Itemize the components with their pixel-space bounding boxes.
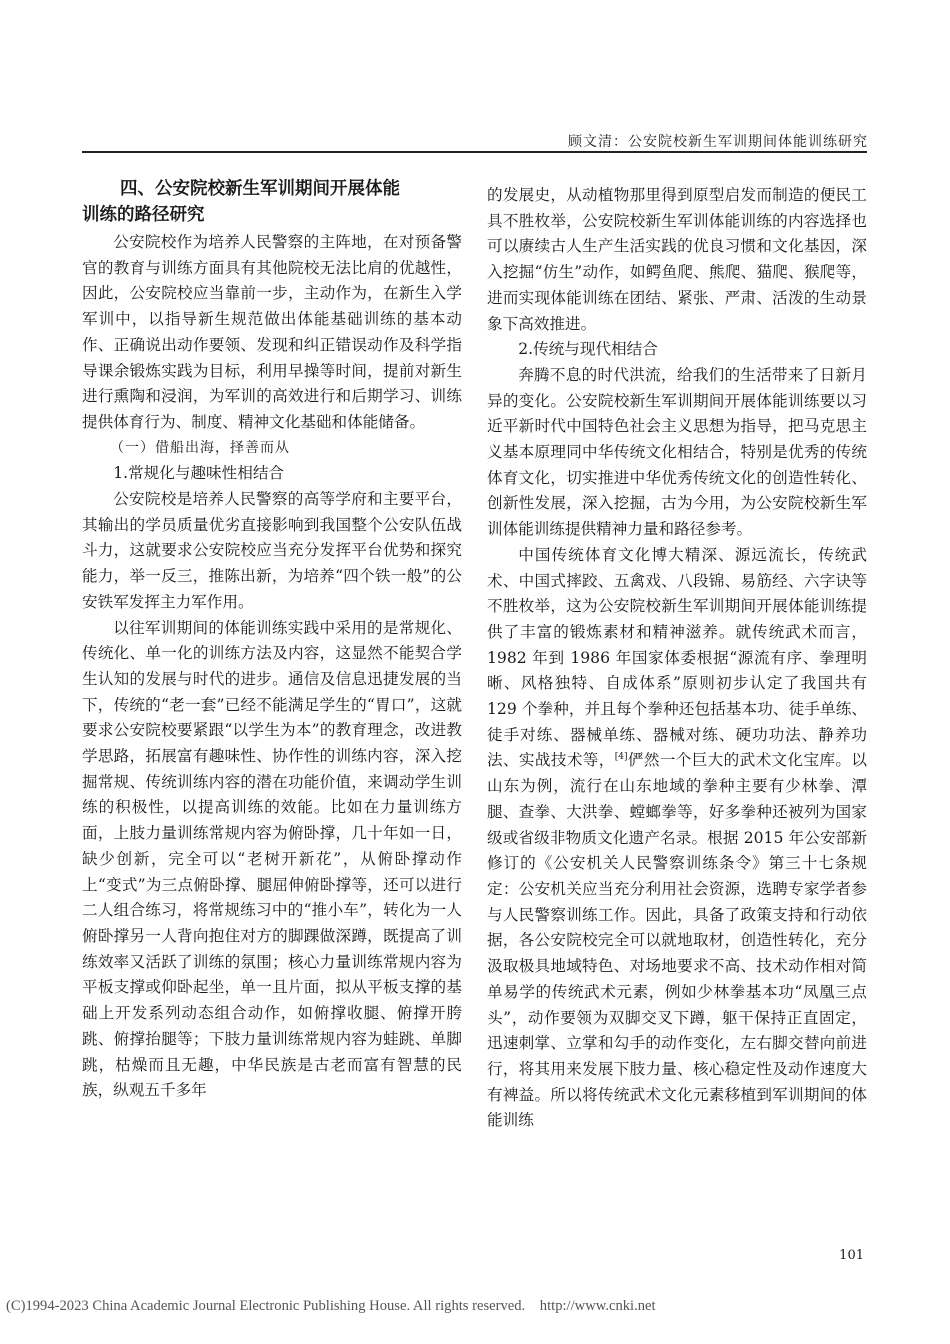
paragraph: 以往军训期间的体能训练实践中采用的是常规化、传统化、单一化的训练方法及内容，这显然不能契合学生认知的发展与时代的进步。通信及信息迅捷发展的当下，传统的“老一套”已经不能满足学生的“胃口”，这就要求公安院校要紧跟“以学生为本”的教育理念，改进教学思路，拓展富有趣味性、协作性的训练内容，深入挖掘常规、传统训练内容的潜在功能价值，来调动学生训练的积极性，以提高训练的效能。比如在力量训练方面，上肢力量训练常规内容为俯卧撑，几十年如一日，缺少创新，完全可以“老树开新花”，从俯卧撑动作上“变式”为三点俯卧撑、腿屈伸俯卧撑等，还可以进行二人组合练习，将常规练习中的“推小车”，转化为一人俯卧撑另一人背向抱住对方的脚踝做深蹲，既提高了训练效率又活跃了训练的氛围；核心力量训练常规内容为平板支撑或仰卧起坐，单一且片面，拟从平板支撑的基础上开发系列动态组合动作，如俯撑收腿、俯撑开胯跳、俯撑抬腿等；下肢力量训练常规内容为蛙跳、单脚跳，枯燥而且无趣，中华民族是古老而富有智慧的民族，纵观五千多年 xyxy=(82,618,462,1100)
section-title xyxy=(82,172,462,228)
paragraph-text: 中国传统体育文化博大精深、源远流长，传统武术、中国式摔跤、五禽戏、八段锦、易筋经、六字诀等不胜枚举，这为公安院校新生军训期间开展体能训练提供了丰富的锻炼素材和精神滋养。就传统武术而言，1982 年到 1986 年国家体委根据“源流有序、拳理明晰、风格独特、自成体系”原则初步认定了我国共有 129 个拳种，并且每个拳种还包括基本功、徒手单练、徒手对练、器械单练、器械对练、硬功功法、静养功法、实战技术等， xyxy=(487,545,867,770)
citation-marker[interactable]: [4] xyxy=(614,752,628,763)
section-title-line1: 四、公安院校新生军训期间开展体能 xyxy=(120,179,400,199)
subsection-heading: （一）借船出海，择善而从 xyxy=(110,439,290,456)
paragraph: 奔腾不息的时代洪流，给我们的生活带来了日新月异的变化。公安院校新生军训期间开展体能训练要以习近平新时代中国特色社会主义思想为指导，把马克思主义基本原理同中华传统文化相结合，特别是优秀的传统体育文化，切实推进中华优秀传统文化的创造性转化、创新性发展，深入挖掘，古为今用，为公安院校新生军训体能训练提供精神力量和路径参考。 xyxy=(487,365,867,539)
left-column xyxy=(82,172,462,1104)
paragraph: 公安院校作为培养人民警察的主阵地，在对预备警官的教育与训练方面具有其他院校无法比肩的优越性，因此，公安院校应当靠前一步，主动作为，在新生入学军训中，以指导新生规范做出体能基础训练的基本动作、正确说出动作要领、发现和纠正错误动作及科学指导课余锻炼实践为目标，利用早操等时间，提前对新生进行熏陶和浸润，为军训的高效进行和后期学习、训练提供体育行为、制度、精神文化基础和体能储备。 xyxy=(82,233,462,431)
page-number: 101 xyxy=(839,1248,864,1263)
subsubsection-heading: 1.常规化与趣味性相结合 xyxy=(113,464,285,483)
subsubsection-heading: 2.传统与现代相结合 xyxy=(518,340,658,359)
paragraph: 公安院校是培养人民警察的高等学府和主要平台，其输出的学员质量优劣直接影响到我国整个公安队伍战斗力，这就要求公安院校应当充分发挥平台优势和探究能力，举一反三，推陈出新，为培养“四个铁一般”的公安铁军发挥主力军作用。 xyxy=(82,490,462,611)
running-head: 顾文清：公安院校新生军训期间体能训练研究 xyxy=(568,134,868,150)
paragraph-text: 俨然一个巨大的武术文化宝库。以山东为例，流行在山东地域的拳种主要有少林拳、潭腿、查拳、大洪拳、螳螂拳等，好多拳种还被列为国家级或省级非物质文化遗产名录。根据 2015 年公安部新修订的《公安机关人民警察训练条令》第三十七条规定：公安机关应当充分利用社会资源，选聘专家学者参与人民警察训练工作。因此，具备了政策支持和行动依据，各公安院校完全可以就地取材，创造性转化，充分汲取极具地域特色、对场地要求不高、技术动作相对简单易学的传统武术元素，例如少林拳基本功“凤凰三点头”，动作要领为双脚交叉下蹲，躯干保持正直固定，迅速刺掌、立掌和勾手的动作变化，左右脚交替向前进行，将其用来发展下肢力量、核心稳定性及动作速度大有裨益。所以将传统武术文化元素移植到军训期间的体能训练 xyxy=(487,751,867,1130)
right-column xyxy=(487,183,867,1134)
footer-url[interactable]: http://www.cnki.net xyxy=(539,1298,656,1314)
section-title-line2: 训练的路径研究 xyxy=(82,205,205,225)
header-rule xyxy=(82,151,867,153)
footer xyxy=(6,1298,656,1315)
paragraph xyxy=(487,543,867,1134)
paragraph-continued: 的发展史，从动植物那里得到原型启发而制造的便民工具不胜枚举，公安院校新生军训体能训练的内容选择也可以赓续古人生产生活实践的优良习惯和文化基因，深入挖掘“仿生”动作，如鳄鱼爬、熊爬、猫爬、猴爬等，进而实现体能训练在团结、紧张、严肃、活泼的生动景象下高效推进。 xyxy=(487,186,867,333)
copyright-text: (C)1994-2023 China Academic Journal Electronic Publishing House. All rights reserved. xyxy=(6,1298,526,1314)
